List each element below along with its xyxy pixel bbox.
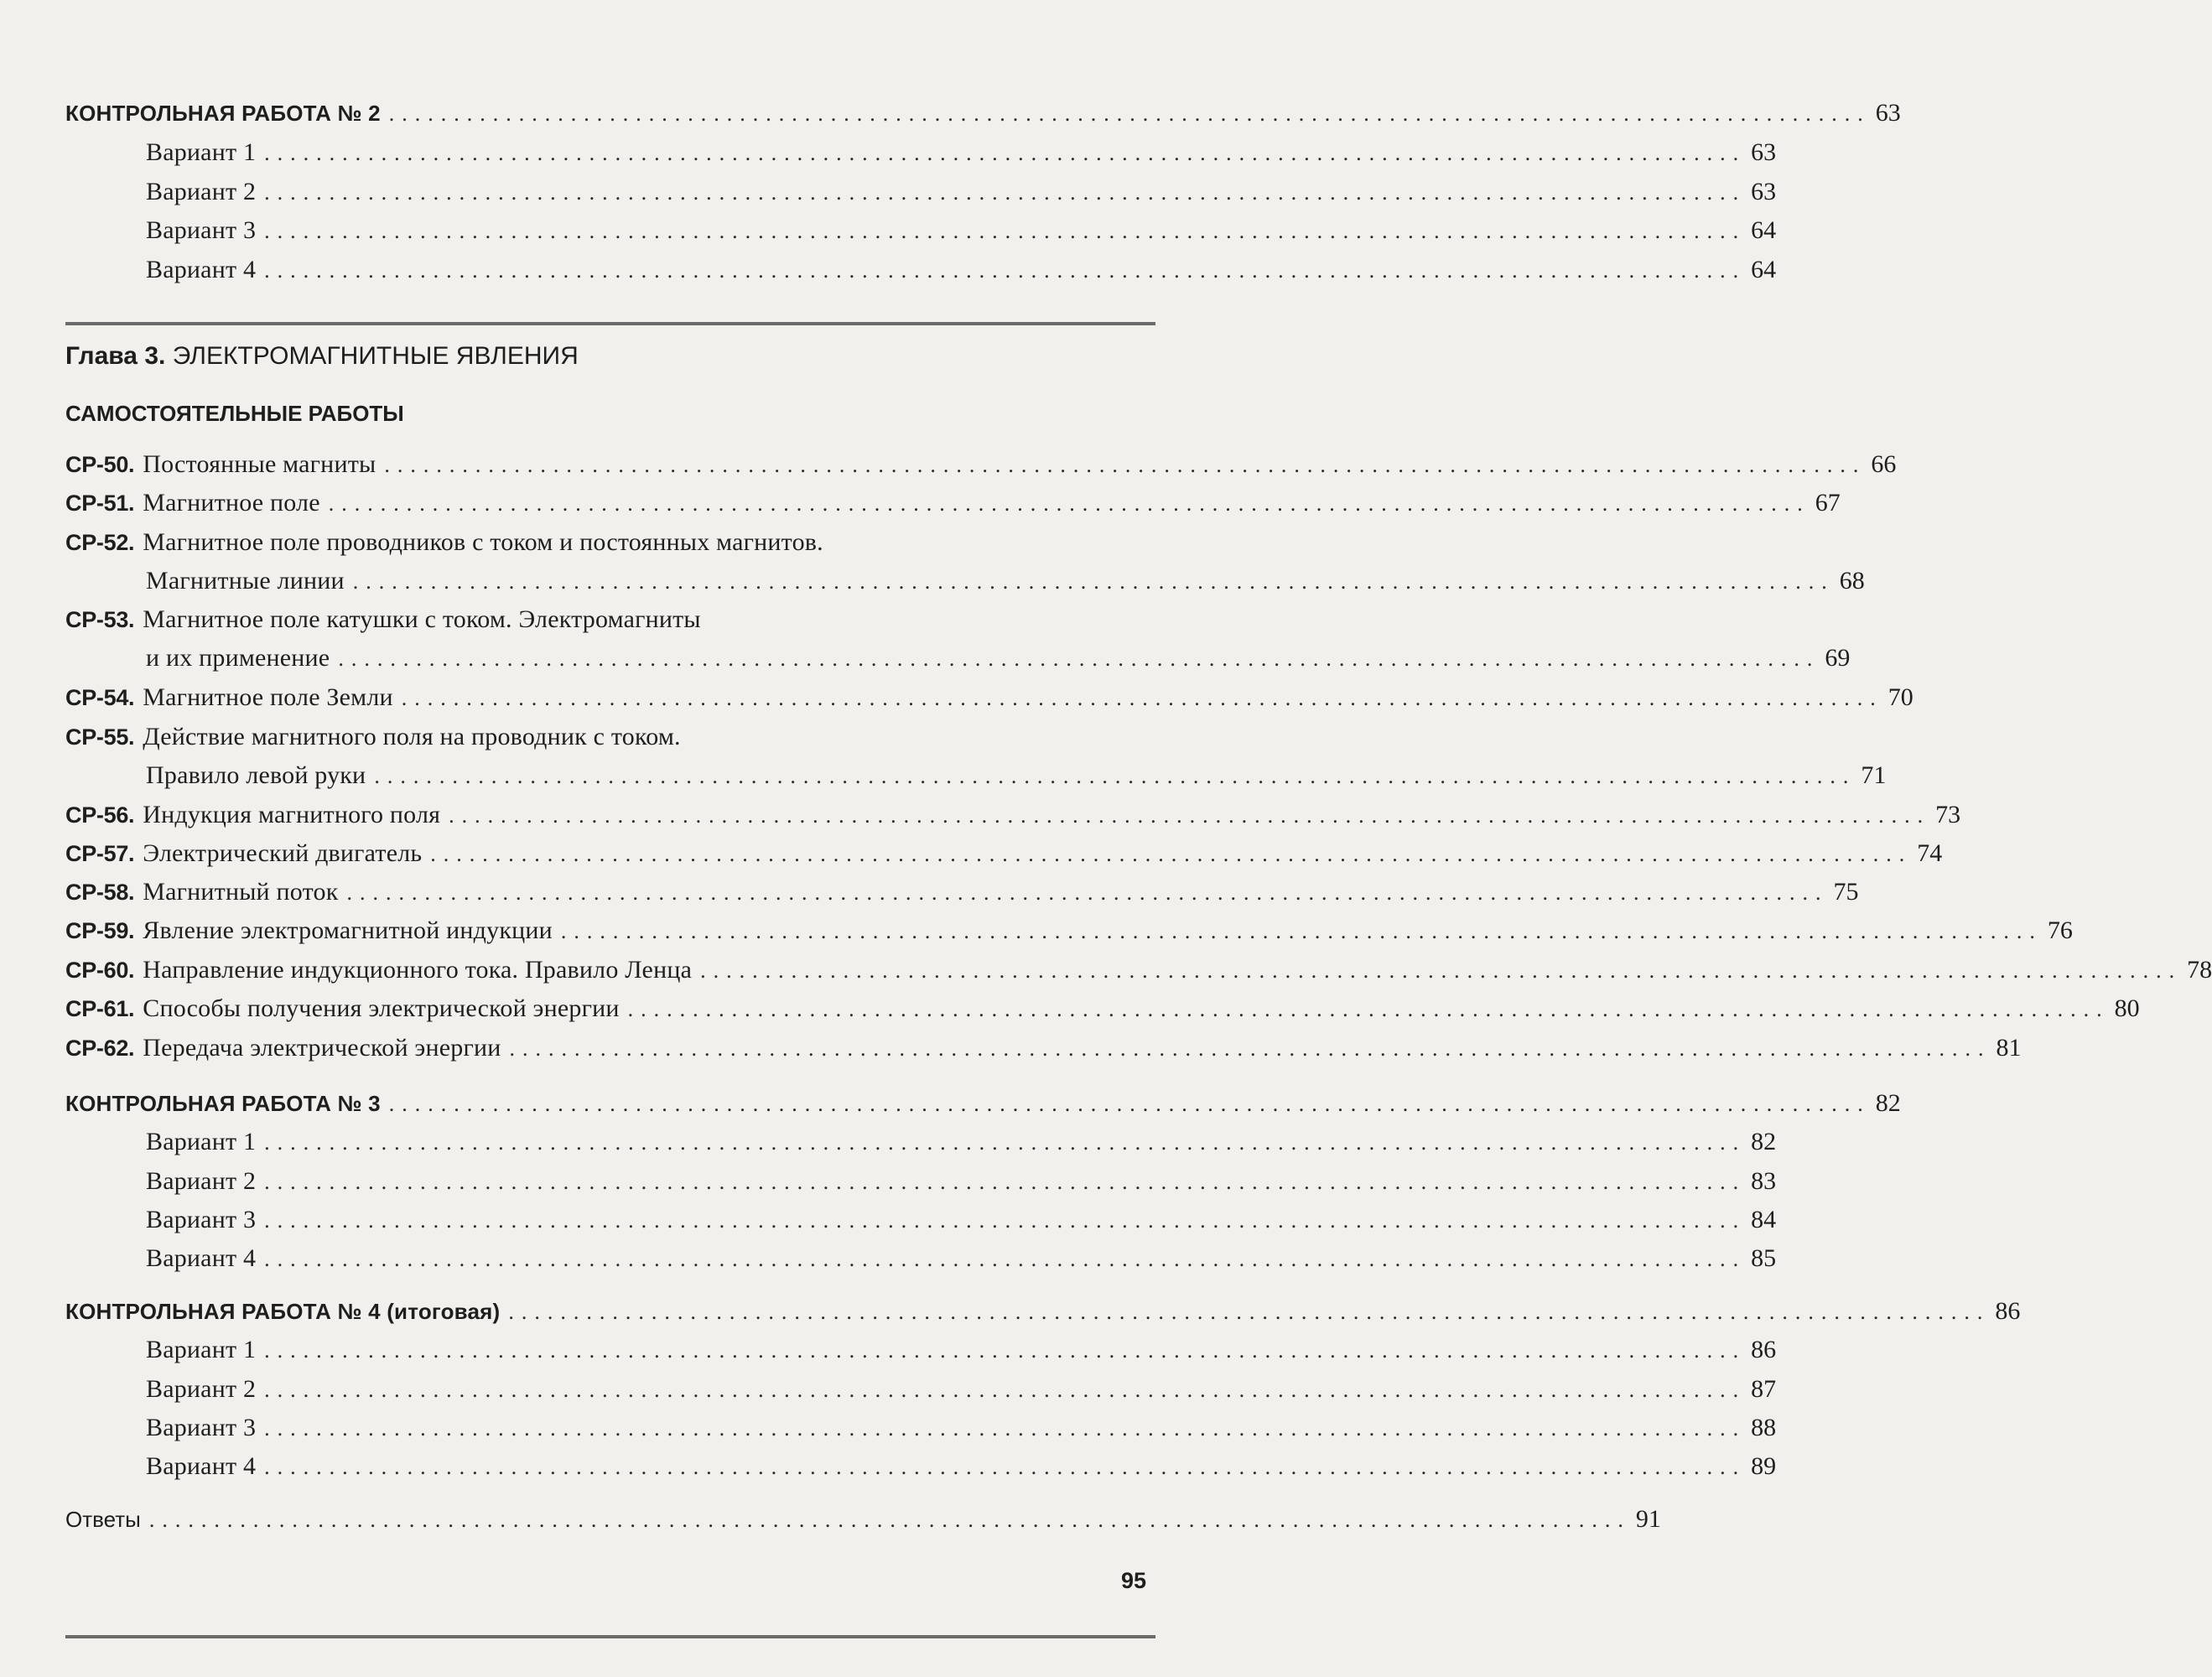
toc-entry-variant — [0, 138, 1777, 174]
sr-title: Явление электромагнитной индукции — [143, 916, 553, 944]
variant-label: Вариант 4 — [146, 1452, 257, 1480]
folio-page-number: 95 — [1120, 1568, 1146, 1593]
toc-entry-sr — [0, 878, 1859, 913]
leader-dots: .................................................................................................................. — [264, 258, 1747, 283]
toc-entry-sr-line2 — [0, 567, 1865, 602]
toc-entry-variant — [0, 1244, 1777, 1280]
leader-dots: .................................................................................................................. — [508, 1300, 1991, 1324]
sr-code: СР-56. — [65, 802, 135, 828]
page-number: 75 — [1833, 878, 1859, 906]
leader-dots: .................................................................................................................. — [449, 803, 1931, 828]
page-number: 86 — [1751, 1336, 1777, 1363]
toc-entry-variant — [0, 1414, 1777, 1449]
variant-label: Вариант 3 — [146, 216, 257, 244]
leader-dots: .................................................................................................................. — [264, 141, 1747, 165]
sr-title: Передача электрической энергии — [143, 1034, 501, 1062]
leader-dots: .................................................................................................................. — [388, 1092, 1871, 1116]
toc-entry-sr — [0, 801, 1961, 836]
sr-code: СР-57. — [65, 841, 135, 866]
leader-dots: .................................................................................................................. — [264, 1170, 1747, 1194]
page-number: 64 — [1751, 256, 1777, 283]
leader-dots: .................................................................................................................. — [430, 842, 1913, 866]
toc-entry-kr2 — [0, 99, 1901, 134]
page-number: 70 — [1887, 683, 1913, 711]
sr-code: СР-50. — [65, 452, 135, 477]
sr-code: СР-54. — [65, 685, 135, 710]
toc-entry-sr-line1 — [0, 528, 1205, 563]
page-number: 64 — [1751, 216, 1777, 244]
page-number: 66 — [1871, 450, 1897, 478]
sr-code: СР-61. — [65, 996, 135, 1021]
sr-title-cont: Магнитные линии — [146, 567, 345, 594]
variant-label: Вариант 3 — [146, 1414, 257, 1441]
leader-dots: .................................................................................................................. — [384, 453, 1867, 477]
leader-dots: .................................................................................................................. — [509, 1036, 1991, 1061]
leader-dots: .................................................................................................................. — [560, 919, 2043, 943]
toc-entry-variant — [0, 216, 1777, 252]
sr-title-cont: Правило левой руки — [146, 761, 366, 789]
page-number: 71 — [1861, 761, 1887, 789]
page-number: 88 — [1751, 1414, 1777, 1441]
variant-label: Вариант 2 — [146, 178, 257, 205]
leader-dots: .................................................................................................................. — [338, 646, 1820, 671]
page-number: 73 — [1935, 801, 1961, 828]
sr-title: Магнитное поле Земли — [143, 683, 393, 711]
sr-code: СР-51. — [65, 491, 135, 516]
leader-dots: .................................................................................................................. — [264, 1338, 1747, 1363]
sr-title: Магнитное поле — [143, 489, 320, 517]
leader-dots: .................................................................................................................. — [328, 491, 1810, 516]
page-number: 63 — [1751, 178, 1777, 205]
toc-entry-kr4 — [0, 1297, 2021, 1332]
sr-code: СР-59. — [65, 918, 135, 943]
leader-dots: .................................................................................................................. — [264, 219, 1747, 243]
toc-entry-answers — [0, 1505, 1661, 1540]
toc-entry-variant — [0, 256, 1777, 291]
toc-entry-kr3 — [0, 1089, 1901, 1124]
leader-dots: .................................................................................................................. — [374, 764, 1856, 788]
page-number: 85 — [1751, 1244, 1777, 1272]
toc-entry-sr — [0, 489, 1841, 524]
toc-entry-sr-line1 — [0, 605, 1205, 641]
chapter-heading — [65, 342, 579, 371]
answers-label: Ответы — [65, 1507, 141, 1532]
sr-code: СР-53. — [65, 607, 135, 632]
toc-entry-sr — [0, 839, 1943, 875]
divider — [65, 322, 1155, 325]
toc-entry-sr — [0, 994, 2140, 1030]
page-number: 69 — [1825, 644, 1851, 672]
page-number: 82 — [1875, 1089, 1901, 1117]
sr-title: Направление индукционного тока. Правило Ленца — [143, 956, 693, 984]
section-heading: САМОСТОЯТЕЛЬНЫЕ РАБОТЫ — [65, 401, 404, 426]
toc-entry-sr — [0, 916, 2073, 952]
toc-entry-sr — [0, 1034, 2022, 1069]
leader-dots: .................................................................................................................. — [264, 1247, 1747, 1271]
leader-dots: .................................................................................................................. — [388, 101, 1871, 126]
page-number: 76 — [2047, 916, 2073, 944]
kr2-title: КОНТРОЛЬНАЯ РАБОТА № 2 — [65, 101, 381, 126]
sr-code: СР-60. — [65, 958, 135, 983]
toc-entry-sr — [0, 450, 1897, 485]
page-number: 74 — [1917, 839, 1943, 867]
page-number: 91 — [1635, 1505, 1661, 1533]
toc-entry-sr-line2 — [0, 644, 1851, 679]
variant-label: Вариант 3 — [146, 1206, 257, 1233]
page-number: 82 — [1751, 1128, 1777, 1155]
leader-dots: .................................................................................................................. — [148, 1508, 1631, 1532]
variant-label: Вариант 4 — [146, 1244, 257, 1272]
page-number: 68 — [1839, 567, 1865, 594]
page-number: 84 — [1751, 1206, 1777, 1233]
variant-label: Вариант 1 — [146, 138, 257, 166]
sr-title: Электрический двигатель — [143, 839, 423, 867]
leader-dots: .................................................................................................................. — [352, 569, 1835, 594]
sr-title: Действие магнитного поля на проводник с током. — [143, 723, 681, 750]
toc-entry-sr-line1 — [0, 723, 1205, 758]
sr-title-cont: и их применение — [146, 644, 330, 672]
sr-title: Магнитный поток — [143, 878, 339, 906]
page-number: 67 — [1815, 489, 1841, 517]
sr-title: Индукция магнитного поля — [143, 801, 441, 828]
leader-dots: .................................................................................................................. — [346, 880, 1829, 905]
sr-title: Магнитное поле проводников с током и постоянных магнитов. — [143, 528, 823, 556]
page-number: 87 — [1751, 1375, 1777, 1403]
leader-dots: .................................................................................................................. — [627, 997, 2110, 1021]
leader-dots: .................................................................................................................. — [264, 180, 1747, 205]
leader-dots: .................................................................................................................. — [264, 1416, 1747, 1441]
toc-entry-variant — [0, 1452, 1777, 1487]
variant-label: Вариант 2 — [146, 1375, 257, 1403]
leader-dots: .................................................................................................................. — [264, 1208, 1747, 1233]
toc-entry-variant — [0, 1167, 1777, 1202]
sr-title: Магнитное поле катушки с током. Электромагниты — [143, 605, 701, 633]
page-number: 83 — [1751, 1167, 1777, 1195]
kr4-title: КОНТРОЛЬНАЯ РАБОТА № 4 (итоговая) — [65, 1299, 501, 1324]
toc-entry-variant — [0, 1336, 1777, 1371]
footer-divider — [65, 1635, 1155, 1638]
sr-code: СР-55. — [65, 724, 135, 750]
page-number: 89 — [1751, 1452, 1777, 1480]
kr3-title: КОНТРОЛЬНАЯ РАБОТА № 3 — [65, 1091, 381, 1116]
chapter-label: Глава 3. — [65, 342, 166, 370]
leader-dots: .................................................................................................................. — [264, 1378, 1747, 1402]
toc-entry-sr — [0, 956, 2212, 991]
page-number: 80 — [2114, 994, 2140, 1022]
toc-entry-variant — [0, 1375, 1777, 1410]
leader-dots: .................................................................................................................. — [264, 1455, 1747, 1479]
leader-dots: .................................................................................................................. — [401, 686, 1883, 710]
sr-title: Постоянные магниты — [143, 450, 376, 478]
sr-code: СР-52. — [65, 530, 135, 555]
page-number: 63 — [1751, 138, 1777, 166]
leader-dots: .................................................................................................................. — [700, 958, 2183, 983]
variant-label: Вариант 1 — [146, 1128, 257, 1155]
variant-label: Вариант 2 — [146, 1167, 257, 1195]
sr-code: СР-58. — [65, 880, 135, 905]
toc-entry-variant — [0, 1206, 1777, 1241]
page-number: 63 — [1875, 99, 1901, 127]
leader-dots: .................................................................................................................. — [264, 1130, 1747, 1155]
toc-entry-sr — [0, 683, 1913, 719]
variant-label: Вариант 1 — [146, 1336, 257, 1363]
sr-title: Способы получения электрической энергии — [143, 994, 620, 1022]
chapter-title: ЭЛЕКТРОМАГНИТНЫЕ ЯВЛЕНИЯ — [172, 342, 579, 370]
page-number: 81 — [1996, 1034, 2022, 1062]
variant-label: Вариант 4 — [146, 256, 257, 283]
page-number: 78 — [2187, 956, 2212, 984]
toc-entry-variant — [0, 1128, 1777, 1163]
sr-code: СР-62. — [65, 1036, 135, 1061]
page-number: 86 — [1995, 1297, 2021, 1325]
toc-entry-sr-line2 — [0, 761, 1887, 797]
toc-entry-variant — [0, 178, 1777, 213]
